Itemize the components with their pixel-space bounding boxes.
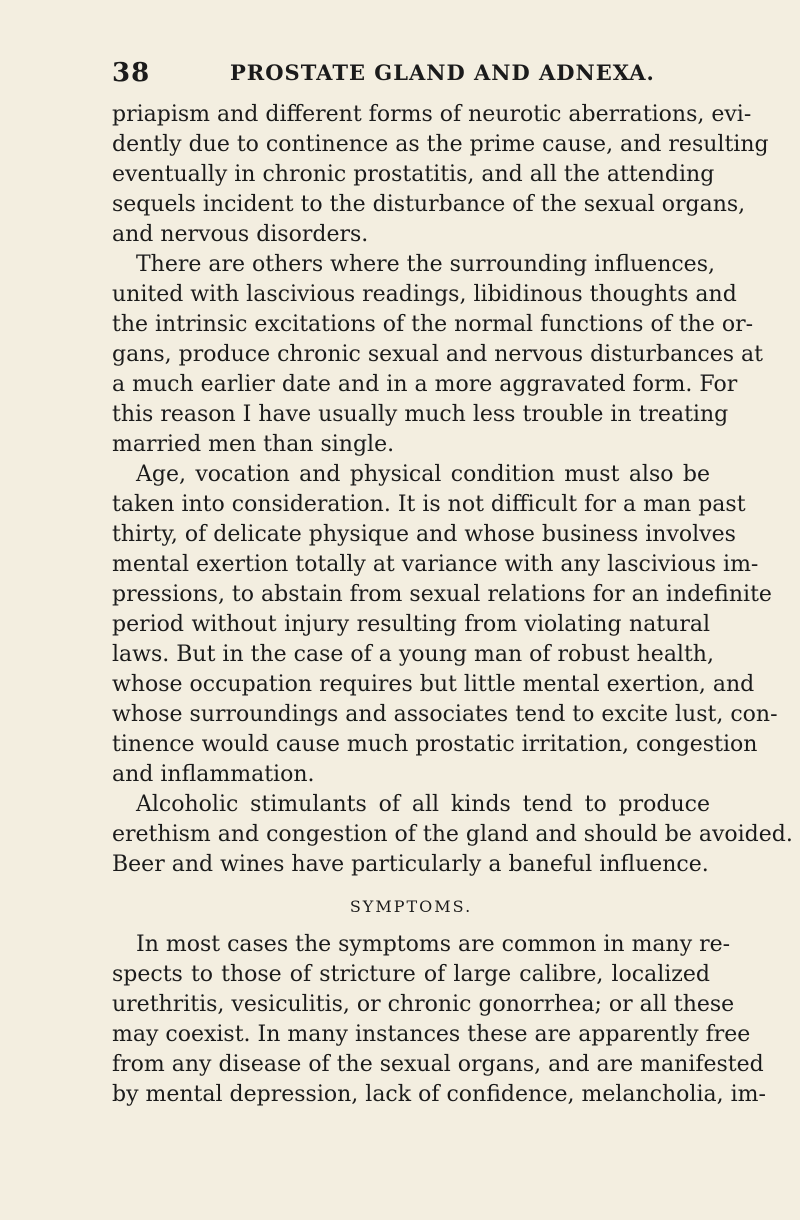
text-line: period without injury resulting from violating natural: [112, 612, 710, 637]
body-text: [112, 100, 793, 1110]
text-line: Alcoholic stimulants of all kinds tend to produce: [136, 792, 710, 817]
text-line: pressions, to abstain from sexual relations for an indefinite: [112, 582, 772, 607]
text-line: and inflammation.: [112, 762, 315, 787]
text-line: dently due to continence as the prime cause, and resulting: [112, 132, 769, 157]
page-header: [112, 58, 710, 94]
text-line: mental exertion totally at variance with any lascivious im-: [112, 552, 759, 577]
text-line: urethritis, vesiculitis, or chronic gonorrhea; or all these: [112, 992, 735, 1017]
text-line: a much earlier date and in a more aggravated form. For: [112, 372, 738, 397]
text-line: the intrinsic excitations of the normal functions of the or-: [112, 312, 754, 337]
text-line: thirty, of delicate physique and whose business involves: [112, 522, 736, 547]
section-heading: SYMPTOMS.: [349, 897, 473, 916]
page-number: 38: [112, 58, 151, 88]
text-line: laws. But in the case of a young man of robust health,: [112, 642, 714, 667]
text-line: by mental depression, lack of confidence, melancholia, im-: [112, 1082, 766, 1107]
text-line: sequels incident to the disturbance of the sexual organs,: [112, 192, 746, 217]
text-line: Beer and wines have particularly a baneful influence.: [112, 852, 709, 877]
text-line: tinence would cause much prostatic irritation, congestion: [112, 732, 758, 757]
text-line: from any disease of the sexual organs, and are manifested: [112, 1052, 764, 1077]
running-title: PROSTATE GLAND AND ADNEXA.: [230, 60, 655, 85]
text-line: Age, vocation and physical condition must also be: [136, 462, 710, 487]
text-line: spects to those of stricture of large calibre, localized: [112, 962, 710, 987]
text-line: and nervous disorders.: [112, 222, 369, 247]
text-line: erethism and congestion of the gland and should be avoided.: [112, 822, 793, 847]
text-line: whose occupation requires but little mental exertion, and: [112, 672, 755, 697]
text-line: whose surroundings and associates tend to excite lust, con-: [112, 702, 778, 727]
text-line: eventually in chronic prostatitis, and all the attending: [112, 162, 715, 187]
text-line: may coexist. In many instances these are apparently free: [112, 1022, 751, 1047]
text-line: priapism and different forms of neurotic aberrations, evi-: [112, 102, 752, 127]
text-line: this reason I have usually much less trouble in treating: [112, 402, 729, 427]
text-line: married men than single.: [112, 432, 395, 457]
text-line: gans, produce chronic sexual and nervous disturbances at: [112, 342, 763, 367]
text-line: There are others where the surrounding influences,: [136, 252, 715, 277]
text-line: taken into consideration. It is not difficult for a man past: [112, 492, 746, 517]
text-line: In most cases the symptoms are common in many re-: [136, 932, 731, 957]
text-line: united with lascivious readings, libidinous thoughts and: [112, 282, 737, 307]
